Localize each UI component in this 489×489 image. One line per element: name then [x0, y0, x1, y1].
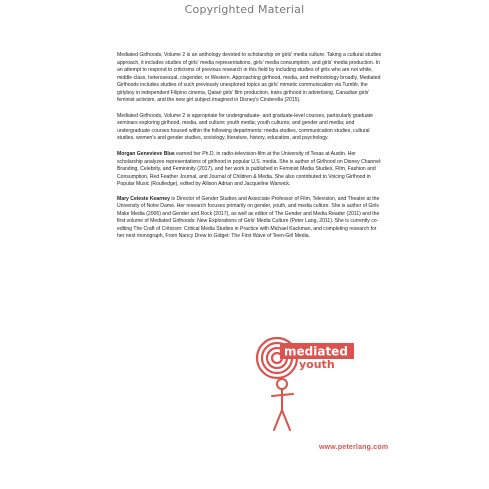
copyright-watermark: Copyrighted Material: [184, 3, 305, 16]
description-paragraph: Mediated Girlhoods, Volume 2 is an anthology devoted to scholarship on girls' media culture. Taking a cultural studies approach, it includes studies of girls' media representations, girls' media consumption, and girls' media production. In an attempt to respond to criticisms of previous research in this field by including studies of girls who are not white, middle-class, heterosexual, cisgender, or Western. Approaching girlhood, media, and methodology broadly, Mediated Girlhoods includes studies of such previously unexplored topics as girls' mimetic communication via Tumblr, the girlyboy in independent Filipino cinema, Qatari girls' film production, trans girlhood in advertising, Canadian girls' feminist activism, and the new girl subject imagined in Disney's Cinderella (2015).: [117, 52, 382, 104]
editor-name-kearney: Mary Celeste Kearney: [117, 195, 170, 202]
mediated-youth-logo: [255, 336, 385, 446]
publisher-url: www.peterlang.com: [319, 444, 389, 451]
editor-bio-blue: [117, 151, 383, 189]
editor-name-blue: Morgan Genevieve Blue: [117, 151, 175, 158]
editor-bio-kearney: [117, 196, 383, 241]
back-cover-page: [0, 18, 489, 489]
logo-line2-text: youth: [299, 358, 335, 371]
editor-bio-blue-text: earned her Ph.D. in radio-television-film at the University of Texas at Austin. Her scholarship analyzes representations of girlhood in popular U.S. media. She is author of Girlhood on Disney Channel: Branding, Celebrity, and Femininity (2017), and her work is published in Feminist Media Studies, Film, Fashion and Consumption, Red Feather Journal, and Journal of Children & Media. She also contributed to Voicing Girlhood in Popular Music (Routledge), edited by Allison Adrian and Jacqueline Warwick.: [117, 151, 382, 188]
stick-figure-icon: [272, 379, 293, 430]
editor-bio-kearney-text: is Director of Gender Studies and Associate Professor of Film, Television, and Theatre at the University of Notre Dame. Her research focuses primarily on gender, youth, and media culture. She is author of Girls Make Media (2006) and Gender and Rock (2017), as well as editor of The Gender and Media Reader (2011) and the first volume of Mediated Girlhoods: New Explorations of Girls' Media Culture (Peter Lang, 2011). She is currently co-editing The Craft of Criticism: Critical Media Studies in Practice with Michael Kackman, and completing research for her next monograph, From Nancy Drew to Gidget: The First Wave of Teen-Girl Media.: [117, 195, 380, 240]
back-cover-text: [117, 52, 383, 249]
audience-paragraph: Mediated Girlhoods, Volume 2 is appropriate for undergraduate- and graduate-level courses, particularly graduate seminars exploring girlhood, media, and culture; youth media; youth cultures; and gender and media; and undergraduate courses housed within the following departments: media studies, communication studies, cultural studies, women's and gender studies, sociology, literature, history, education, and psychology.: [117, 112, 373, 142]
logo-line1-text: mediated: [284, 344, 348, 359]
